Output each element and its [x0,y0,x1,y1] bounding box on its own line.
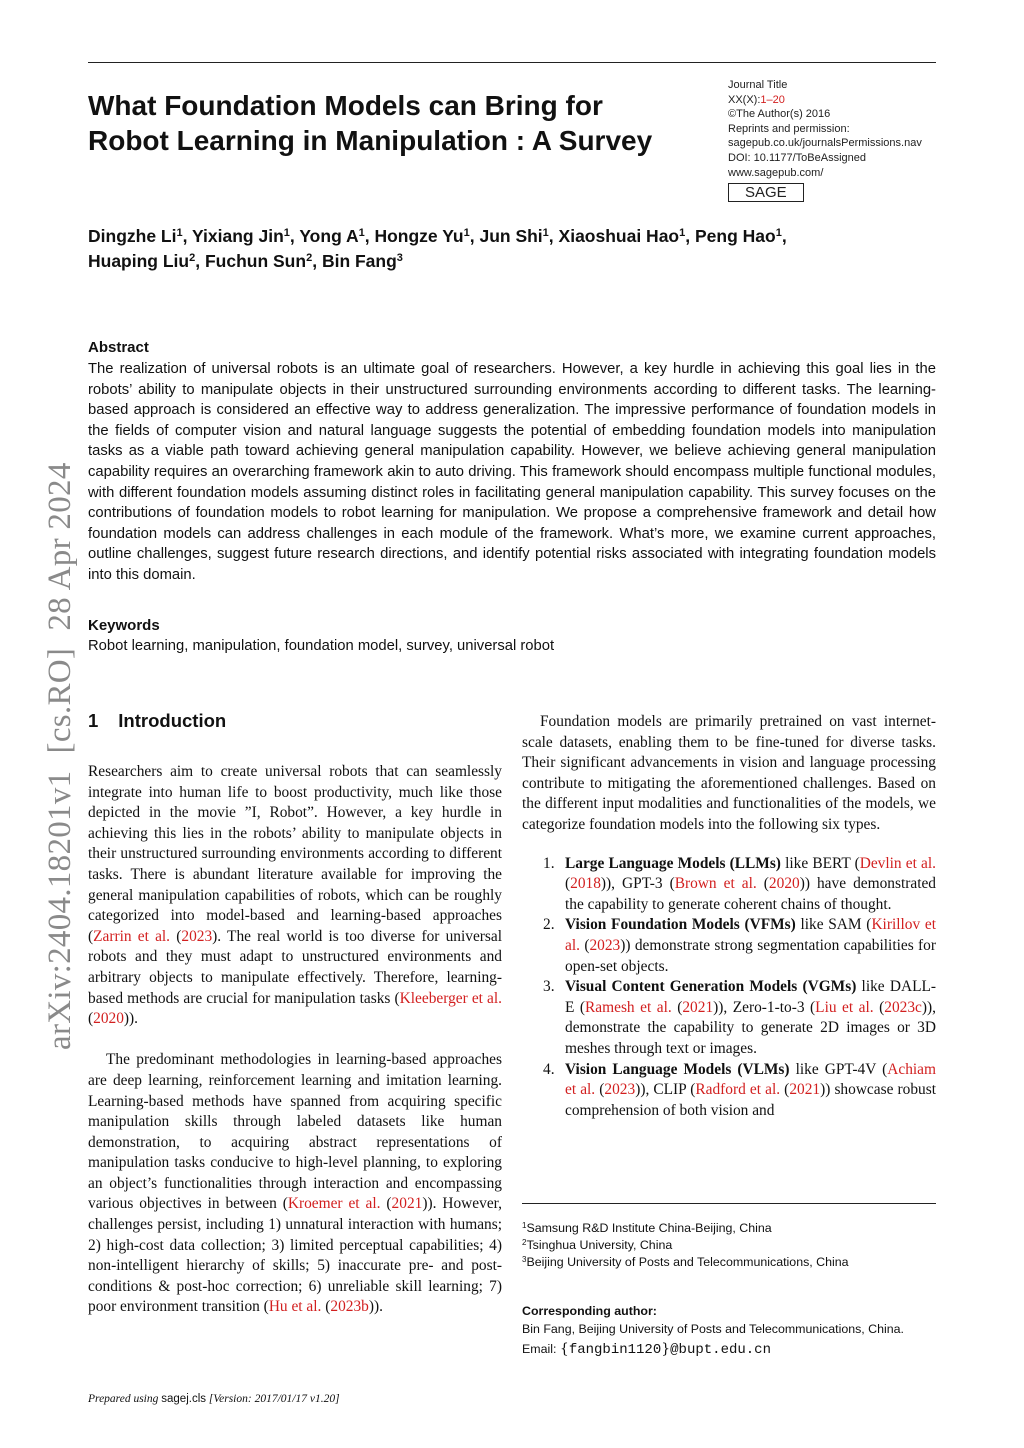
reprints-label: Reprints and permission: [728,122,850,135]
reprints-url: sagepub.co.uk/journalsPermissions.nav [728,137,922,150]
citation-link[interactable]: Kleeberger et al. [399,989,502,1007]
citation-year-link[interactable]: 2023c [884,998,922,1016]
citation-year-link[interactable]: 2023 [181,927,213,945]
author: Hongze Yu$^1$ [374,226,470,246]
citation-link[interactable]: Kroemer et al. [287,1195,381,1213]
list-item: 4. Vision Language Models (VLMs) like GPT-4V (Achiam et al. (2023)), CLIP (Radford et al. (2021)) showcase robust comprehension of both vision and [543,1060,936,1119]
citation-link[interactable]: Achiam et al. [565,1060,936,1099]
citation-link[interactable]: Kirillov et al. [565,916,936,954]
intro-paragraph-1: Researchers aim to create universal robots that can seamlessly integrate into human life to boost productivity, much like those depicted in the movie ”I, Robot”. However, a key hurdle in achieving this lies in the robots’ ability to manipulate objects in their unstructured surrounding environments according to different tasks. There is abundant literature available for improving the general manipulation capabilities of robots, which can be roughly categorized into model-based and learning-based approaches (Zarrin et al. (2023). The real world is too diverse for universal robots and they must adapt to unstructured environments and arbitrary objects to manipulate effectively. Therefore, learning-based methods are crucial for manipulation tasks (Kleeberger et al. (2020)). [88,763,502,1028]
abstract-text: The realization of universal robots is an ultimate goal of researchers. However, a key hurdle in achieving this goal lies in the robots’ ability to manipulate objects in their unstructured surrounding environments according to different tasks. The learning-based approach is considered an effective way to address generalization. The impressive performance of foundation models in the fields of computer vision and natural language suggests the potential of embedding foundation models into manipulation tasks as a viable path toward achieving general manipulation capability. However, we believe achieving general manipulation capability requires an overarching framework akin to auto driving. This framework should encompass multiple functional modules, with different foundation models assuming distinct roles in facilitating general manipulation capability. This survey focuses on the contributions of foundation models to robot learning for manipulation. We propose a comprehensive framework and detail how foundation models can address challenges in each module of the framework. What’s more, we examine current approaches, outline challenges, suggest future research directions, and identify potential risks associated with integrating foundation models into this domain. [88,361,936,583]
intro-paragraph-2: The predominant methodologies in learning-based approaches are deep learning, reinforcement learning and imitation learning. Learning-based methods have spanned from acquiring specific manipulation skills through labeled datasets like human demonstration, to acquiring abstract representations of manipulation tasks conducive to high-level planning, to exploring an object’s functionalities through interaction and encompassing various objectives in between (Kroemer et al. (2021)). However, challenges persist, including 1) unnatural interaction with humans; 2) high-cost data collection; 3) limited perceptual capabilities; 4) non-intelligent hierarchy of skills; 5) inaccurate pre- and post-conditions & post-hoc correction; 6) unreliable skill learning; 7) poor environment transition (Hu et al. (2023b)). [88,1051,503,1316]
citation-year-link[interactable]: 2021 [391,1195,423,1213]
journal-title: Journal Title [728,79,788,91]
citation-year-link[interactable]: 2021 [789,1081,821,1099]
email-domain[interactable]: @bupt.edu.cn [670,1342,771,1358]
corresponding-email: Email: {fangbin1120}@bupt.edu.cn [522,1341,771,1358]
website: www.sagepub.com/ [728,166,824,179]
email-user[interactable]: fangbin1120 [568,1342,662,1358]
affiliations [522,1220,942,1271]
citation-year-link[interactable]: 2023 [589,936,621,954]
citation-link[interactable]: Radford et al. [695,1081,781,1099]
citation-link[interactable]: Ramesh et al. [585,998,672,1016]
section-heading-introduction [88,710,226,732]
journal-volume: XX(X):1–20 [728,93,785,106]
left-column [88,762,502,1318]
keywords-heading: Keywords [88,617,160,634]
class-file: sagej.cls [161,1393,207,1405]
affiliation: $^2$Tsinghua University, China [522,1238,673,1252]
author: Fuchun Sun$^2$ [204,251,313,271]
copyright: ©The Author(s) 2016 [728,108,831,121]
top-rule [88,62,936,63]
citation-link[interactable]: Zarrin et al. [93,927,171,945]
doi: DOI: 10.1177/ToBeAssigned [728,151,866,164]
model-type-list [522,854,936,1122]
author: Peng Hao$^1$ [694,226,782,246]
abstract-heading: Abstract [88,339,149,356]
prepared-using-footer: Prepared using sagej.cls [Version: 2017/01/17 v1.20] [88,1393,340,1405]
author: Yong $A^1$ [299,226,365,246]
affiliation: $^3$Beijing University of Posts and Telecommunications, China [522,1255,849,1269]
right-paragraph-1: Foundation models are primarily pretrained on vast internet-scale datasets, enabling them to be fine-tuned for diverse tasks. Their significant advancements in vision and language processing contribute to mitigating the aforementioned challenges. Based on the different input modalities and functionalities of the models, we categorize foundation models into the following six types. [522,713,936,833]
citation-year-link[interactable]: 2018 [570,875,601,893]
author: Xiaoshuai Hao$^1$ [558,226,686,246]
author-list: Dingzhe Li$^1$, Yixiang Jin$^1$, Yong $A^1$, Hongze Yu$^1$, Jun Shi$^1$, Xiaoshuai Hao$^1$, Peng Hao$^1$, Huaping Liu$^2$, Fuchun Sun$^2$, Bin Fang$^3$ [88,226,787,271]
affiliation: $^1$Samsung R&D Institute China-Beijing, China [522,1221,772,1235]
corresponding-author-text: Bin Fang, Beijing University of Posts and Telecommunications, China. [522,1322,905,1336]
citation-year-link[interactable]: 2023b [330,1298,369,1316]
paper-title: What Foundation Models can Bring for Robot Learning in Manipulation : A Survey [88,90,653,156]
corresponding-author-heading: Corresponding author: [522,1304,657,1318]
journal-info [728,78,948,202]
section-number: 1 [88,710,99,731]
list-item: 2. Vision Foundation Models (VFMs) like SAM (Kirillov et al. (2023)) demonstrate strong segmentation capabilities for open-set objects. [543,916,936,975]
list-item: 3. Visual Content Generation Models (VGMs) like DALL-E (Ramesh et al. (2021)), Zero-1-to-3 (Liu et al. (2023c)), demonstrate the capability to generate 2D images or 3D meshes through text or images. [543,978,936,1057]
citation-year-link[interactable]: 2021 [682,998,714,1016]
sage-logo: SAGE [728,183,804,202]
keywords-text: Robot learning, manipulation, foundation model, survey, universal robot [88,638,555,654]
author: Bin Fang$^3$ [321,251,403,271]
author: Huaping Liu$^2$ [88,251,196,271]
citation-link[interactable]: Devlin et al. [859,854,936,872]
arxiv-stamp: arXiv:2404.18201v1 [cs.RO] 28 Apr 2024 [42,462,78,1050]
author: Dingzhe Li$^1$ [88,226,183,246]
author: Yixiang Jin$^1$ [192,226,290,246]
citation-link[interactable]: Brown et al. [674,875,757,893]
author: Jun Shi$^1$ [479,226,549,246]
page-range-link[interactable]: 1–20 [760,93,785,106]
right-column [522,712,936,1121]
list-item: 1. Large Language Models (LLMs) like BERT (Devlin et al. (2018)), GPT-3 (Brown et al. (2020)) have demonstrated the capability to generate coherent chains of thought. [543,854,936,913]
citation-year-link[interactable]: 2020 [93,1010,124,1028]
citation-year-link[interactable]: 2020 [768,875,800,893]
citation-link[interactable]: Liu et al. [815,998,874,1016]
footnote-rule [522,1203,936,1204]
section-title: Introduction [118,710,227,731]
citation-link[interactable]: Hu et al. [268,1298,322,1316]
citation-year-link[interactable]: 2023 [604,1081,636,1099]
